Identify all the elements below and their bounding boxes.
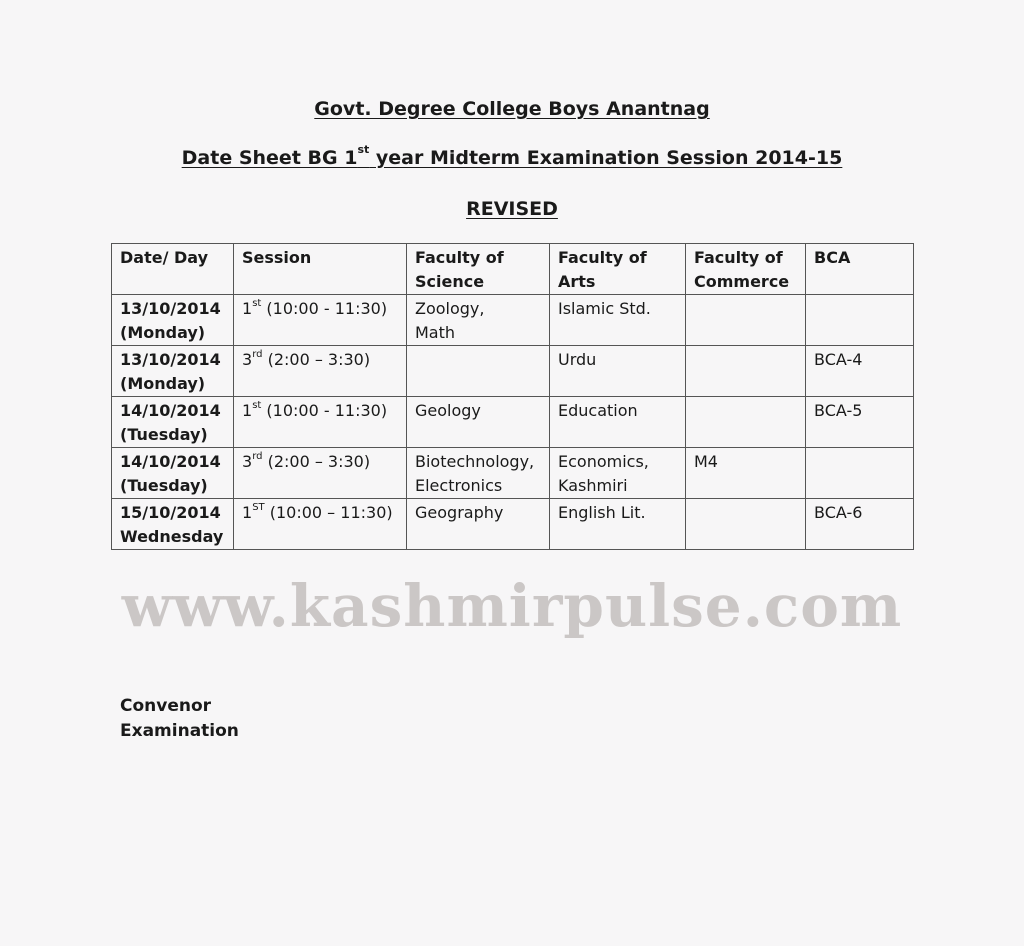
column-header bbox=[112, 244, 234, 295]
science-cell bbox=[407, 346, 550, 397]
subject-text: Zoology, bbox=[415, 299, 485, 318]
watermark: www.kashmirpulse.com bbox=[121, 572, 903, 640]
column-header-text: Date/ Day bbox=[120, 248, 209, 267]
column-header-text: Faculty of bbox=[694, 248, 783, 267]
date-text: (Monday) bbox=[120, 323, 206, 342]
session-number: 1 bbox=[242, 299, 253, 318]
science-cell bbox=[407, 295, 550, 346]
subject-text: BCA-4 bbox=[814, 350, 863, 369]
subject-text: Geology bbox=[415, 401, 481, 420]
signature-line-1: Convenor bbox=[120, 696, 212, 716]
date-cell bbox=[112, 346, 234, 397]
date-cell bbox=[112, 499, 234, 550]
title-prefix: Date Sheet BG 1 bbox=[181, 147, 358, 169]
session-time: (10:00 – 11:30) bbox=[264, 503, 393, 522]
session-ordinal: ST bbox=[252, 502, 265, 513]
date-text: (Tuesday) bbox=[120, 425, 208, 444]
table-body bbox=[112, 295, 914, 550]
date-text: 14/10/2014 bbox=[120, 401, 221, 420]
session-ordinal: rd bbox=[252, 349, 263, 360]
subject-text: Kashmiri bbox=[558, 476, 628, 495]
table-row bbox=[112, 346, 914, 397]
science-cell bbox=[407, 499, 550, 550]
column-header-text: Faculty of bbox=[558, 248, 647, 267]
science-cell bbox=[407, 448, 550, 499]
column-header bbox=[407, 244, 550, 295]
college-name-heading: Govt. Degree College Boys Anantnag bbox=[314, 98, 710, 120]
column-header bbox=[686, 244, 806, 295]
session-number: 3 bbox=[242, 350, 253, 369]
arts-cell bbox=[550, 295, 686, 346]
session-time: (2:00 – 3:30) bbox=[262, 452, 371, 471]
arts-cell bbox=[550, 397, 686, 448]
bca-cell bbox=[806, 397, 914, 448]
column-header-text: Commerce bbox=[694, 272, 790, 291]
subject-text: BCA-5 bbox=[814, 401, 863, 420]
column-header bbox=[234, 244, 407, 295]
table-row bbox=[112, 499, 914, 550]
session-ordinal: rd bbox=[252, 451, 263, 462]
subject-text: Economics, bbox=[558, 452, 649, 471]
date-text: 14/10/2014 bbox=[120, 452, 221, 471]
date-text: (Tuesday) bbox=[120, 476, 208, 495]
date-text: 13/10/2014 bbox=[120, 350, 221, 369]
science-cell bbox=[407, 397, 550, 448]
subject-text: BCA-6 bbox=[814, 503, 863, 522]
date-text: (Monday) bbox=[120, 374, 206, 393]
title-suffix: year Midterm Examination Session 2014-15 bbox=[369, 147, 843, 169]
date-cell bbox=[112, 397, 234, 448]
title-superscript: st bbox=[357, 143, 370, 156]
session-cell bbox=[234, 397, 407, 448]
subject-text: Urdu bbox=[558, 350, 597, 369]
bca-cell bbox=[806, 295, 914, 346]
bca-cell bbox=[806, 499, 914, 550]
arts-cell bbox=[550, 448, 686, 499]
subject-text: Education bbox=[558, 401, 638, 420]
table-row bbox=[112, 295, 914, 346]
commerce-cell bbox=[686, 499, 806, 550]
session-number: 1 bbox=[242, 503, 253, 522]
bca-cell bbox=[806, 448, 914, 499]
commerce-cell bbox=[686, 346, 806, 397]
subject-text: Biotechnology, bbox=[415, 452, 535, 471]
table-row bbox=[112, 448, 914, 499]
column-header bbox=[550, 244, 686, 295]
subject-text: Islamic Std. bbox=[558, 299, 651, 318]
subject-text: English Lit. bbox=[558, 503, 646, 522]
signature-line-2: Examination bbox=[120, 721, 239, 741]
date-text: 13/10/2014 bbox=[120, 299, 221, 318]
column-header-text: BCA bbox=[814, 248, 851, 267]
commerce-cell bbox=[686, 295, 806, 346]
commerce-cell bbox=[686, 448, 806, 499]
commerce-cell bbox=[686, 397, 806, 448]
date-sheet-table bbox=[111, 243, 914, 550]
arts-cell bbox=[550, 499, 686, 550]
session-number: 3 bbox=[242, 452, 253, 471]
column-header-text: Faculty of bbox=[415, 248, 504, 267]
session-cell bbox=[234, 499, 407, 550]
session-time: (10:00 - 11:30) bbox=[261, 401, 388, 420]
date-cell bbox=[112, 295, 234, 346]
date-text: 15/10/2014 bbox=[120, 503, 221, 522]
session-cell bbox=[234, 346, 407, 397]
subject-text: Geography bbox=[415, 503, 504, 522]
session-ordinal: st bbox=[252, 400, 262, 411]
table-row bbox=[112, 397, 914, 448]
session-number: 1 bbox=[242, 401, 253, 420]
column-header-text: Session bbox=[242, 248, 312, 267]
session-cell bbox=[234, 295, 407, 346]
column-header-text: Science bbox=[415, 272, 485, 291]
bca-cell bbox=[806, 346, 914, 397]
subject-text: M4 bbox=[694, 452, 718, 471]
table-header-row bbox=[112, 244, 914, 295]
subject-text: Electronics bbox=[415, 476, 503, 495]
column-header-text: Arts bbox=[558, 272, 596, 291]
date-text: Wednesday bbox=[120, 527, 224, 546]
column-header bbox=[806, 244, 914, 295]
signature-block bbox=[120, 694, 239, 744]
arts-cell bbox=[550, 346, 686, 397]
session-time: (10:00 - 11:30) bbox=[261, 299, 388, 318]
session-cell bbox=[234, 448, 407, 499]
session-ordinal: st bbox=[252, 298, 262, 309]
session-time: (2:00 – 3:30) bbox=[262, 350, 371, 369]
revised-label: REVISED bbox=[466, 198, 558, 220]
date-cell bbox=[112, 448, 234, 499]
date-sheet-title bbox=[0, 143, 1024, 169]
subject-text: Math bbox=[415, 323, 456, 342]
